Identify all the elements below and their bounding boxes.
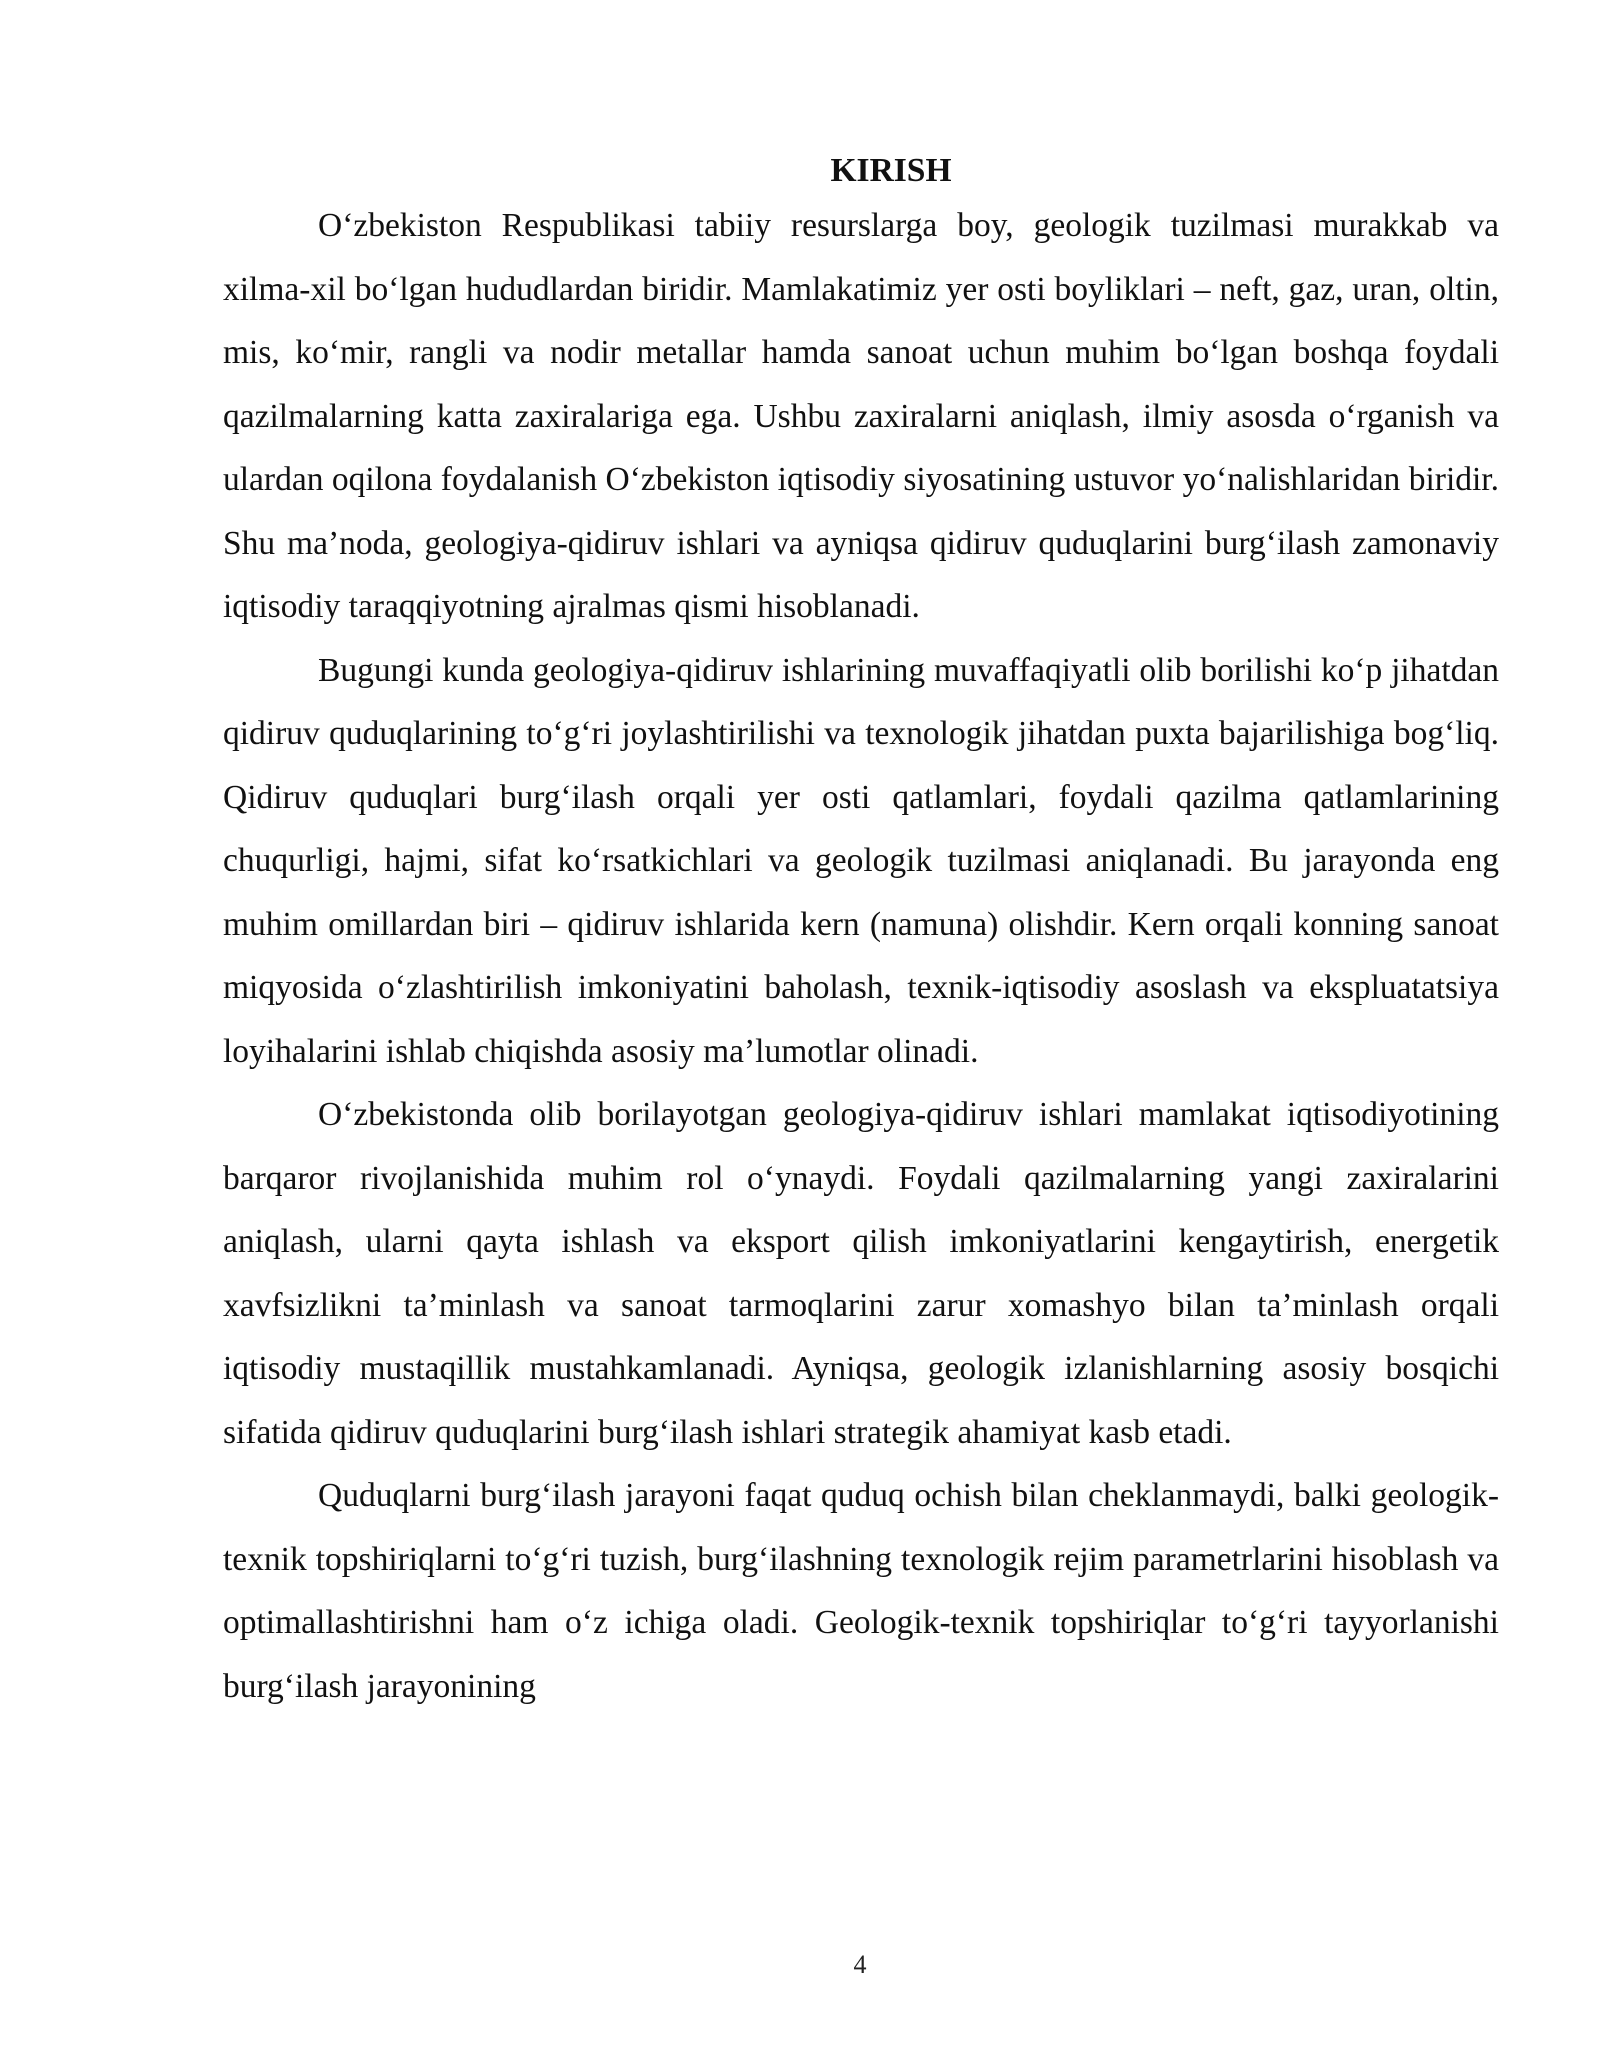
paragraph-1: O‘zbekiston Respublikasi tabiiy resurslarga boy, geologik tuzilmasi murakkab va xilma-xil bo‘lgan hududlardan biridir. Mamlakatimiz yer osti boyliklari – neft, gaz, uran, oltin, mis, ko‘mir, rangli va nodir metallar hamda sanoat uchun muhim bo‘lgan boshqa foydali qazilmalarning katta zaxiralariga ega. Ushbu zaxiralarni aniqlash, ilmiy asosda o‘rganish va ulardan oqilona foydalanish O‘zbekiston iqtisodiy siyosatining ustuvor yo‘nalishlaridan biridir. Shu ma’noda, geologiya-qidiruv ishlari va ayniqsa qidiruv quduqlarini burg‘ilash zamonaviy iqtisodiy taraqqiyotning ajralmas qismi hisoblanadi. [223, 207, 1499, 625]
page-content [223, 148, 1499, 1718]
paragraph-4: Quduqlarni burg‘ilash jarayoni faqat quduq ochish bilan cheklanmaydi, balki geologik-texnik topshiriqlarni to‘g‘ri tuzish, burg‘ilashning texnologik rejim parametrlarini hisoblash va optimallashtirishni ham o‘z ichiga oladi. Geologik-texnik topshiriqlar to‘g‘ri tayyorlanishi burg‘ilash jarayonining [223, 1477, 1499, 1705]
paragraph-2: Bugungi kunda geologiya-qidiruv ishlarining muvaffaqiyatli olib borilishi ko‘p jihatdan qidiruv quduqlarining to‘g‘ri joylashtirilishi va texnologik jihatdan puxta bajarilishiga bog‘liq. Qidiruv quduqlari burg‘ilash orqali yer osti qatlamlari, foydali qazilma qatlamlarining chuqurligi, hajmi, sifat ko‘rsatkichlari va geologik tuzilmasi aniqlanadi. Bu jarayonda eng muhim omillardan biri – qidiruv ishlarida kern (namuna) olishdir. Kern orqali konning sanoat miqyosida o‘zlashtirilish imkoniyatini baholash, texnik-iqtisodiy asoslash va ekspluatatsiya loyihalarini ishlab chiqishda asosiy ma’lumotlar olinadi. [223, 651, 1499, 1070]
page-number: 4 [853, 1950, 867, 1979]
paragraph-3: O‘zbekistonda olib borilayotgan geologiya-qidiruv ishlari mamlakat iqtisodiyotining barqaror rivojlanishida muhim rol o‘ynaydi. Foydali qazilmalarning yangi zaxiralarini aniqlash, ularni qayta ishlash va eksport qilish imkoniyatlarini kengaytirish, energetik xavfsizlikni ta’minlash va sanoat tarmoqlarini zarur xomashyo bilan ta’minlash orqali iqtisodiy mustaqillik mustahkamlanadi. Ayniqsa, geologik izlanishlarning asosiy bosqichi sifatida qidiruv quduqlarini burg‘ilash ishlari strategik ahamiyat kasb etadi. [223, 1096, 1499, 1451]
section-title: KIRISH [830, 152, 952, 189]
